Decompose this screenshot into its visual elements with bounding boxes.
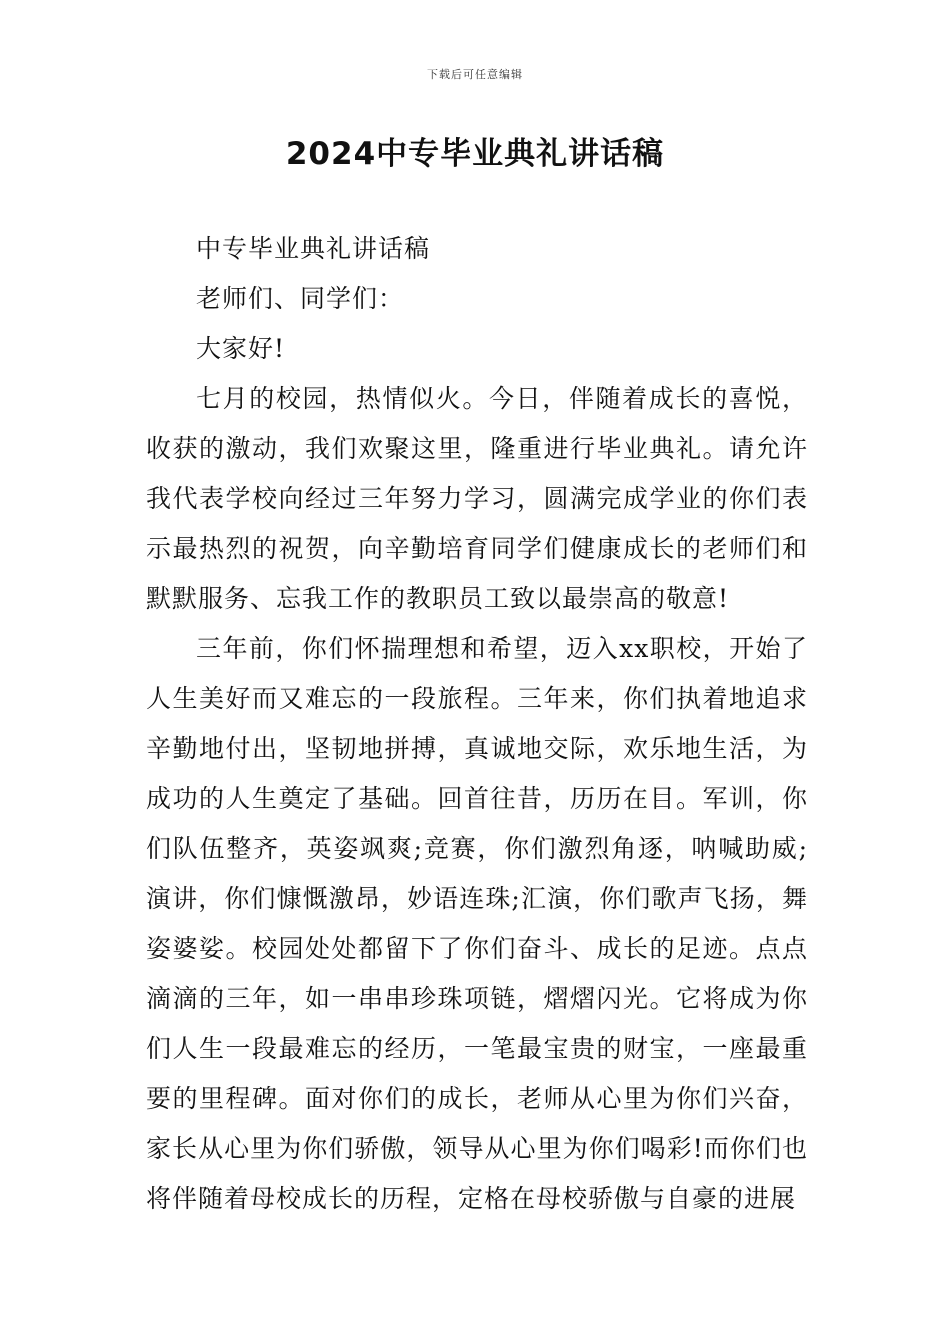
document-title: 2024中专毕业典礼讲话稿 — [285, 136, 665, 172]
header-note: 下载后可任意编辑 — [427, 68, 523, 81]
paragraph-body-2: 三年前，你们怀揣理想和希望，迈入xx职校，开始了人生美好而又难忘的一段旅程。三年来，你们执着地追求辛勤地付出，坚韧地拼搏，真诚地交际，欢乐地生活，为成功的人生奠定了基础。回首往昔，历历在目。军训，你们队伍整齐，英姿飒爽;竞赛，你们激烈角逐，呐喊助威;演讲，你们慷慨激昂，妙语连珠;汇演，你们歌声飞扬，舞姿婆娑。校园处处都留下了你们奋斗、成长的足迹。点点滴滴的三年，如一串串珍珠项链，熠熠闪光。它将成为你们人生一段最难忘的经历，一笔最宝贵的财宝，一座最重要的里程碑。面对你们的成长，老师从心里为你们兴奋，家长从心里为你们骄傲，领导从心里为你们喝彩!而你们也将伴随着母校成长的历程，定格在母校骄傲与自豪的进展 — [146, 634, 808, 1213]
paragraph-subtitle: 中专毕业典礼讲话稿 — [196, 234, 431, 263]
document-body — [146, 224, 808, 1224]
paragraph-greeting: 大家好! — [196, 334, 286, 363]
paragraph-salutation: 老师们、同学们： — [196, 284, 405, 313]
paragraph-body-1: 七月的校园，热情似火。今日，伴随着成长的喜悦，收获的激动，我们欢聚这里，隆重进行毕业典礼。请允许我代表学校向经过三年努力学习，圆满完成学业的你们表示最热烈的祝贺，向辛勤培育同学们健康成长的老师们和默默服务、忘我工作的教职员工致以最崇高的敬意! — [146, 384, 808, 613]
